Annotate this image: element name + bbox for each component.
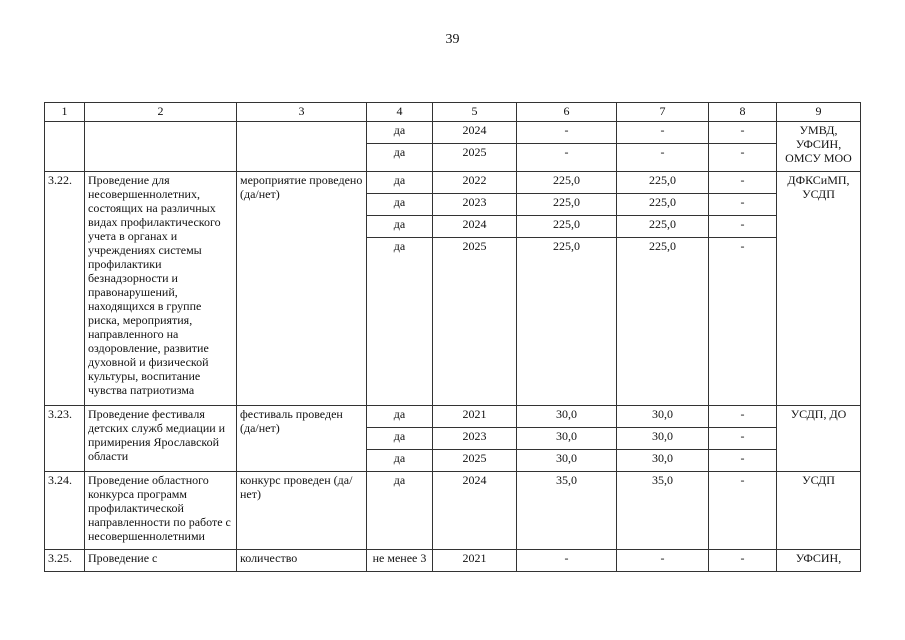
table-row: [45, 172, 861, 194]
item-number-cell: [45, 122, 85, 172]
indicator-value: да: [367, 172, 433, 194]
column-number: 5: [433, 103, 517, 122]
item-name: Проведение для несовершеннолетних, состоящих на различных видах профилактического учета в органах и учреждениях системы профилактики безнадзорности и правонарушений, находящихся в группе риска, мероприятия, направленного на оздоровление, развитие духовной и физической культуры, воспитание чувства патриотизма: [85, 172, 237, 406]
indicator-value: да: [367, 238, 433, 406]
indicator-value: да: [367, 450, 433, 472]
year-cell: 2021: [433, 550, 517, 572]
column-number: 8: [709, 103, 777, 122]
item-name: Проведение областного конкурса программ профилактической направленности по работе с несовершеннолетними: [85, 472, 237, 550]
amount-cell: -: [709, 428, 777, 450]
amount-cell: -: [709, 406, 777, 428]
amount-cell: 225,0: [617, 172, 709, 194]
year-cell: 2025: [433, 450, 517, 472]
indicator-name: количество: [237, 550, 367, 572]
year-cell: 2024: [433, 472, 517, 550]
responsible-cell: УФСИН,: [777, 550, 861, 572]
amount-cell: 225,0: [517, 194, 617, 216]
amount-cell: 30,0: [617, 406, 709, 428]
indicator-value: не менее 3: [367, 550, 433, 572]
amount-cell: 225,0: [517, 238, 617, 406]
indicator-value: да: [367, 144, 433, 172]
amount-cell: 30,0: [517, 406, 617, 428]
amount-cell: -: [709, 450, 777, 472]
amount-cell: -: [709, 238, 777, 406]
item-number: 3.22.: [45, 172, 85, 406]
year-cell: 2023: [433, 194, 517, 216]
amount-cell: 225,0: [617, 216, 709, 238]
column-number-row: [45, 103, 861, 122]
amount-cell: -: [617, 550, 709, 572]
amount-cell: 225,0: [617, 238, 709, 406]
table-row: [45, 122, 861, 144]
indicator-value: да: [367, 122, 433, 144]
amount-cell: 225,0: [517, 172, 617, 194]
responsible-cell: УСДП: [777, 472, 861, 550]
column-number: 1: [45, 103, 85, 122]
item-number: 3.23.: [45, 406, 85, 472]
column-number: 7: [617, 103, 709, 122]
item-number: 3.25.: [45, 550, 85, 572]
item-name: Проведение фестиваля детских служб медиации и примирения Ярославской области: [85, 406, 237, 472]
indicator-value: да: [367, 406, 433, 428]
amount-cell: 30,0: [517, 428, 617, 450]
responsible-cell: УСДП, ДО: [777, 406, 861, 472]
year-cell: 2025: [433, 144, 517, 172]
amount-cell: -: [709, 216, 777, 238]
amount-cell: -: [517, 122, 617, 144]
amount-cell: -: [617, 122, 709, 144]
year-cell: 2023: [433, 428, 517, 450]
amount-cell: -: [517, 550, 617, 572]
amount-cell: 35,0: [617, 472, 709, 550]
indicator-name: фестиваль проведен (да/нет): [237, 406, 367, 472]
indicator-value: да: [367, 216, 433, 238]
year-cell: 2024: [433, 122, 517, 144]
indicator-value: да: [367, 428, 433, 450]
amount-cell: 35,0: [517, 472, 617, 550]
responsible-cell: УМВД, УФСИН, ОМСУ МОО: [777, 122, 861, 172]
amount-cell: 30,0: [617, 428, 709, 450]
table-row: [45, 472, 861, 550]
column-number: 2: [85, 103, 237, 122]
page-number: 39: [445, 32, 460, 47]
year-cell: 2021: [433, 406, 517, 428]
amount-cell: 30,0: [517, 450, 617, 472]
amount-cell: -: [709, 550, 777, 572]
amount-cell: 225,0: [517, 216, 617, 238]
amount-cell: -: [709, 172, 777, 194]
amount-cell: 30,0: [617, 450, 709, 472]
item-name-cell: [85, 122, 237, 172]
responsible-cell: ДФКСиМП, УСДП: [777, 172, 861, 406]
amount-cell: -: [617, 144, 709, 172]
amount-cell: 225,0: [617, 194, 709, 216]
column-number: 9: [777, 103, 861, 122]
amount-cell: -: [709, 122, 777, 144]
amount-cell: -: [709, 194, 777, 216]
amount-cell: -: [709, 472, 777, 550]
column-number: 3: [237, 103, 367, 122]
column-number: 4: [367, 103, 433, 122]
year-cell: 2024: [433, 216, 517, 238]
indicator-value: да: [367, 194, 433, 216]
indicator-name: конкурс проведен (да/нет): [237, 472, 367, 550]
indicator-name: мероприятие проведено (да/нет): [237, 172, 367, 406]
indicator-cell: [237, 122, 367, 172]
indicator-value: да: [367, 472, 433, 550]
program-table: [44, 102, 861, 572]
amount-cell: -: [709, 144, 777, 172]
item-name: Проведение с: [85, 550, 237, 572]
table-row: [45, 406, 861, 428]
amount-cell: -: [517, 144, 617, 172]
year-cell: 2022: [433, 172, 517, 194]
item-number: 3.24.: [45, 472, 85, 550]
column-number: 6: [517, 103, 617, 122]
year-cell: 2025: [433, 238, 517, 406]
table-row: [45, 550, 861, 572]
